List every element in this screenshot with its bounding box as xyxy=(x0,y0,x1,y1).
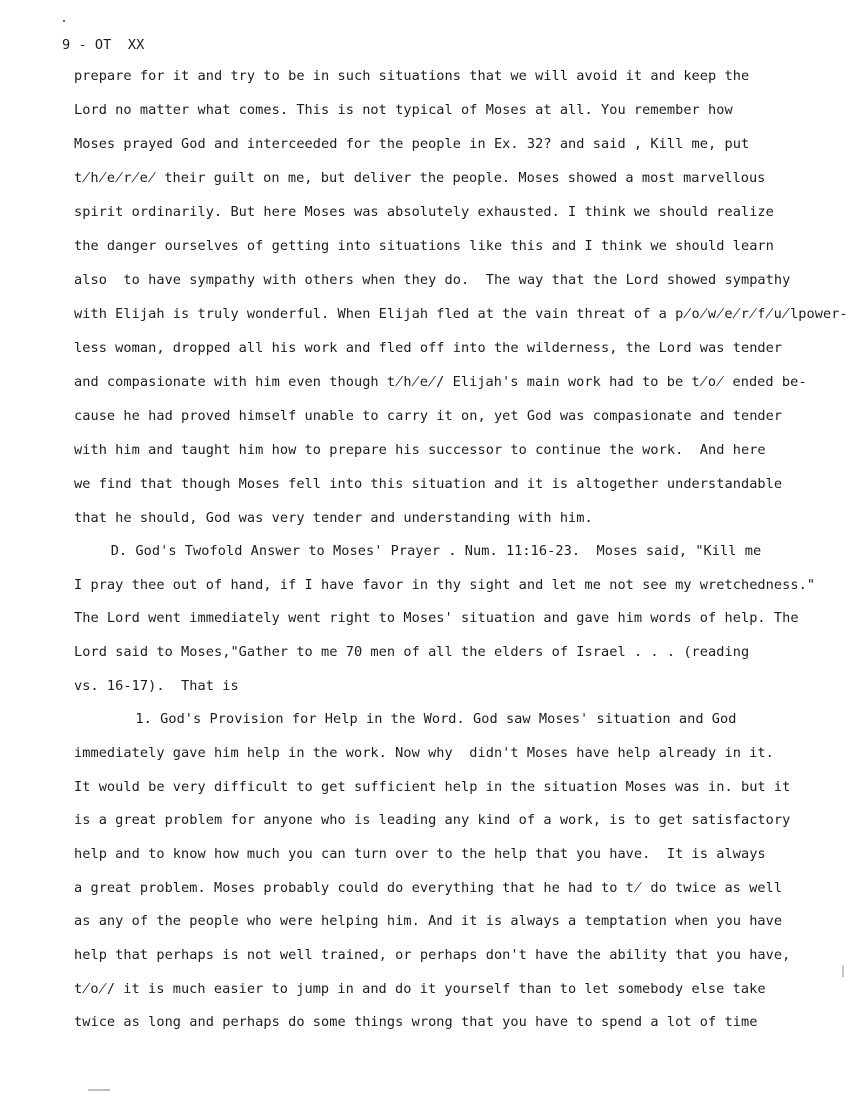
page-header: 9 - OT XX xyxy=(62,37,145,53)
text-line: immediately gave him help in the work. Now why didn't Moses have help already in it. xyxy=(74,745,774,761)
text-line: spirit ordinarily. But here Moses was absolutely exhausted. I think we should realize xyxy=(74,204,774,220)
text-line: help that perhaps is not well trained, or perhaps don't have the ability that you have, xyxy=(74,947,791,963)
text-line: t̸o̸/ it is much easier to jump in and do it yourself than to let somebody else take xyxy=(74,981,766,997)
text-line: help and to know how much you can turn over to the help that you have. It is always xyxy=(74,846,766,862)
text-line: I pray thee out of hand, if I have favor in thy sight and let me not see my wretchedness." xyxy=(74,577,816,593)
text-line: prepare for it and try to be in such situations that we will avoid it and keep the xyxy=(74,68,750,84)
text-line: a great problem. Moses probably could do everything that he had to t̸ do twice as well xyxy=(74,880,783,896)
text-line: is a great problem for anyone who is leading any kind of a work, is to get satisfactory xyxy=(74,812,791,828)
text-line: we find that though Moses fell into this situation and it is altogether understandable xyxy=(74,476,783,492)
text-line: Moses prayed God and interceeded for the people in Ex. 32? and said , Kill me, put xyxy=(74,136,750,152)
text-line: and compasionate with him even though t̸h̸e̸/ Elijah's main work had to be t̸o̸ ended be- xyxy=(74,374,807,390)
text-line: also to have sympathy with others when they do. The way that the Lord showed sympathy xyxy=(74,272,791,288)
text-line: that he should, God was very tender and understanding with him. xyxy=(74,510,593,526)
text-line: the danger ourselves of getting into situations like this and I think we should learn xyxy=(74,238,774,254)
text-line: It would be very difficult to get sufficient help in the situation Moses was in. but it xyxy=(74,779,791,795)
text-line: The Lord went immediately went right to Moses' situation and gave him words of help. The xyxy=(74,610,799,626)
subsection-heading-1: 1. God's Provision for Help in the Word. God saw Moses' situation and God xyxy=(86,711,737,727)
text-line: t̸h̸e̸r̸e̸ their guilt on me, but deliver the people. Moses showed a most marvellous xyxy=(74,170,766,186)
text-line: Lord no matter what comes. This is not typical of Moses at all. You remember how xyxy=(74,102,733,118)
text-line: less woman, dropped all his work and fled off into the wilderness, the Lord was tender xyxy=(74,340,783,356)
scan-smudge xyxy=(88,1089,110,1091)
text-line: twice as long and perhaps do some things wrong that you have to spend a lot of time xyxy=(74,1014,758,1030)
text-line: with him and taught him how to prepare his successor to continue the work. And here xyxy=(74,442,766,458)
text-line: cause he had proved himself unable to carry it on, yet God was compasionate and tender xyxy=(74,408,783,424)
text-line: with Elijah is truly wonderful. When Elijah fled at the vain threat of a p̸o̸w̸e̸r̸f̸u̸lpower- xyxy=(74,306,848,322)
scan-edge-mark xyxy=(842,965,844,977)
text-line: vs. 16-17). That is xyxy=(74,678,239,694)
text-line: Lord said to Moses,"Gather to me 70 men of all the elders of Israel . . . (reading xyxy=(74,644,750,660)
section-heading-d: D. God's Twofold Answer to Moses' Prayer . Num. 11:16-23. Moses said, "Kill me xyxy=(86,543,762,559)
text-line: as any of the people who were helping him. And it is always a temptation when you have xyxy=(74,913,783,929)
stray-dot xyxy=(63,20,65,22)
